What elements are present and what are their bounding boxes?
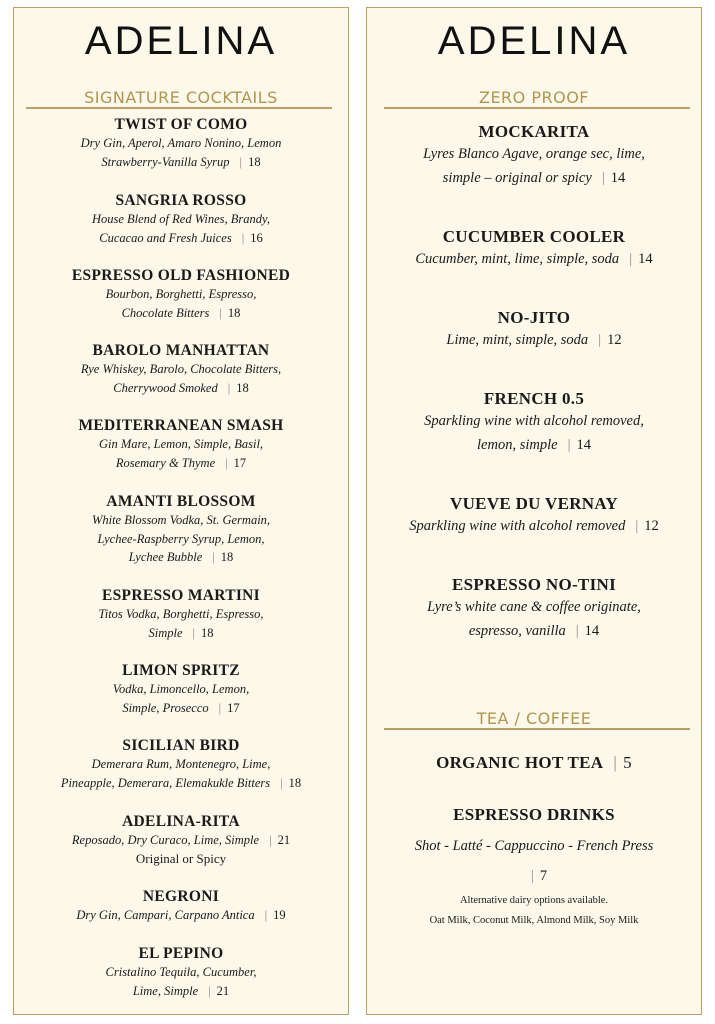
price-separator: | [239, 154, 243, 169]
item-name: ADELINA-RITA [122, 813, 240, 830]
item-price: 18 [236, 380, 249, 395]
price-separator: | [601, 170, 605, 186]
menu-item [14, 192, 348, 247]
item-name: ESPRESSO OLD FASHIONED [71, 267, 291, 284]
menu-item [14, 587, 348, 642]
menu-item [14, 116, 348, 171]
item-description: Cristalino Tequila, Cucumber, [105, 965, 257, 979]
item-name: SICILIAN BIRD [122, 737, 240, 754]
item-description: Lime, Simple [132, 983, 199, 998]
item-price: 18 [248, 154, 261, 169]
item-description: Reposado, Dry Curaco, Lime, Simple [71, 833, 260, 847]
item-price: 16 [250, 230, 263, 245]
item-name: ESPRESSO DRINKS [453, 805, 615, 824]
item-description: Demerara Rum, Montenegro, Lime, [91, 757, 271, 771]
item-description: Simple [148, 625, 183, 640]
menu-item [14, 493, 348, 567]
item-description: Sparkling wine with alcohol removed [409, 518, 626, 534]
item-description: espresso, vanilla [468, 623, 566, 639]
item-description: Gin Mare, Lemon, Simple, Basil, [98, 437, 264, 451]
price-separator: | [192, 625, 196, 640]
item-description: Dry Gin, Aperol, Amaro Nonino, Lemon [80, 136, 282, 150]
price-separator: | [264, 908, 268, 922]
item-description: Strawberry-Vanilla Syrup [101, 154, 230, 169]
item-description: simple – original or spicy [442, 170, 592, 186]
menu-item [14, 662, 348, 717]
menu-item [367, 494, 701, 538]
section-heading-tea-coffee: TEA / COFFEE [476, 709, 592, 728]
price-separator: | [635, 518, 639, 534]
menu-item [367, 389, 701, 457]
item-option: Original or Spicy [135, 850, 227, 866]
item-name: VUEVE DU VERNAY [450, 494, 618, 513]
item-price: 14 [638, 251, 653, 267]
item-price: 17 [227, 700, 240, 715]
item-price: 18 [220, 550, 234, 564]
item-price: 7 [539, 868, 548, 884]
item-description: House Blend of Red Wines, Brandy, [91, 212, 271, 226]
item-description: Lyre’s white cane & coffee originate, [427, 599, 641, 615]
item-name: AMANTI BLOSSOM [106, 493, 256, 510]
item-price: 21 [216, 983, 230, 998]
section-heading-signature-cocktails: SIGNATURE COCKTAILS [84, 88, 278, 107]
item-description: Lychee-Raspberry Syrup, Lemon, [97, 531, 265, 546]
item-name: MOCKARITA [478, 122, 590, 141]
item-price: 18 [201, 625, 214, 640]
menu-item [367, 122, 701, 190]
item-name: LIMON SPRITZ [122, 662, 240, 679]
item-description: Shot - Latté - Cappuccino - French Press [414, 838, 654, 854]
item-description: Cucumber, mint, lime, simple, soda [415, 251, 620, 267]
item-name: BAROLO MANHATTAN [92, 342, 270, 359]
menu-item [14, 417, 348, 472]
item-description: Rosemary & Thyme [115, 455, 216, 470]
section-divider [384, 728, 690, 730]
menu-item [14, 342, 348, 397]
signature-cocktails-panel [13, 7, 349, 1015]
menu-item [367, 805, 701, 930]
price-separator: | [280, 775, 283, 790]
menu-item [367, 227, 701, 271]
item-description: lemon, simple [477, 437, 558, 453]
menu-item [14, 888, 348, 925]
price-separator: | [212, 550, 215, 564]
dairy-note: Alternative dairy options available. [459, 895, 609, 906]
brand-logo: ADELINA [84, 19, 278, 63]
item-description: Chocolate Bitters [121, 305, 210, 320]
item-price: 17 [233, 455, 247, 470]
brand-logo: ADELINA [437, 19, 631, 63]
item-name: CUCUMBER COOLER [442, 227, 626, 246]
item-description: White Blossom Vodka, St. Germain, [91, 513, 271, 527]
item-description: Pineapple, Demerara, Elemakukle Bitters [60, 775, 271, 790]
item-name: ESPRESSO NO-TINI [452, 575, 616, 594]
menu-item [367, 575, 701, 643]
price-separator: | [227, 380, 231, 395]
menu-item [367, 753, 701, 773]
price-separator: | [219, 305, 222, 320]
price-separator: | [629, 251, 633, 267]
item-name: FRENCH 0.5 [483, 389, 585, 408]
item-price: 21 [277, 833, 291, 847]
section-divider [26, 107, 332, 109]
item-description: Cucacao and Fresh Juices [99, 230, 232, 245]
section-divider [384, 107, 690, 109]
price-separator: | [575, 623, 579, 639]
price-separator: | [225, 455, 228, 470]
item-price: 12 [607, 332, 622, 348]
item-description: Lime, mint, simple, soda [446, 332, 589, 348]
item-description: Lyres Blanco Agave, orange sec, lime, [423, 146, 645, 162]
item-name: EL PEPINO [138, 945, 224, 962]
item-name: ORGANIC HOT TEA [436, 753, 604, 772]
item-price: 18 [288, 775, 302, 790]
price-separator: | [241, 230, 245, 245]
price-separator: | [567, 437, 571, 453]
item-name: NEGRONI [142, 888, 220, 905]
price-separator: | [208, 983, 211, 998]
item-price: 18 [227, 305, 241, 320]
item-name: SANGRIA ROSSO [115, 192, 247, 209]
item-description: Rye Whiskey, Barolo, Chocolate Bitters, [80, 362, 282, 376]
price-separator: | [613, 753, 618, 772]
price-separator: | [218, 700, 222, 715]
item-description: Dry Gin, Campari, Carpano Antica [76, 908, 255, 922]
item-price: 12 [644, 518, 659, 534]
item-name: MEDITERRANEAN SMASH [78, 417, 284, 434]
zero-proof-panel [366, 7, 702, 1015]
item-description: Simple, Prosecco [122, 700, 209, 715]
menu-item [367, 308, 701, 352]
item-price: 19 [273, 908, 286, 922]
item-price: 14 [584, 623, 600, 639]
item-description: Cherrywood Smoked [113, 380, 218, 395]
item-name: NO-JITO [497, 308, 571, 327]
menu-item [14, 267, 348, 322]
price-separator: | [530, 868, 534, 884]
price-separator: | [269, 833, 272, 847]
item-name: ESPRESSO MARTINI [102, 587, 260, 604]
item-description: Lychee Bubble [128, 550, 203, 564]
menu-item [14, 945, 348, 1000]
item-name: TWIST OF COMO [114, 116, 248, 133]
price-separator: | [598, 332, 602, 348]
item-price: 5 [623, 753, 632, 772]
menu-item [14, 737, 348, 792]
section-heading-zero-proof: ZERO PROOF [478, 88, 590, 107]
item-price: 14 [610, 170, 626, 186]
item-description: Sparkling wine with alcohol removed, [424, 413, 644, 429]
item-description: Bourbon, Borghetti, Espresso, [105, 287, 257, 301]
item-price: 14 [576, 437, 591, 453]
item-description: Vodka, Limoncello, Lemon, [112, 682, 250, 696]
item-description: Titos Vodka, Borghetti, Espresso, [98, 607, 264, 621]
menu-item [14, 813, 348, 868]
dairy-options: Oat Milk, Coconut Milk, Almond Milk, Soy Milk [429, 915, 639, 926]
